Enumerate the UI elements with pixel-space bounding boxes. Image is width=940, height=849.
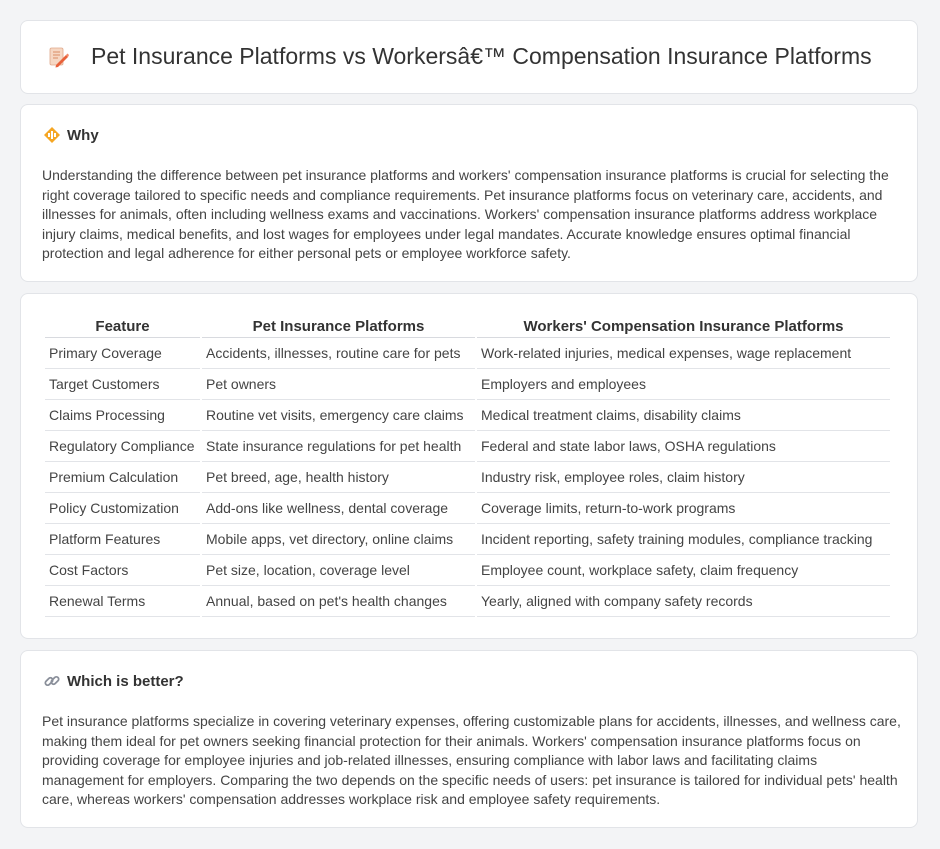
table-cell-workers: Work-related injuries, medical expenses, wage replacement — [477, 338, 890, 369]
table-cell-feature: Platform Features — [45, 524, 200, 555]
table-cell-workers: Coverage limits, return-to-work programs — [477, 493, 890, 524]
table-row — [45, 555, 890, 586]
table-cell-feature: Policy Customization — [45, 493, 200, 524]
table-cell-feature: Target Customers — [45, 369, 200, 400]
table-cell-pet: State insurance regulations for pet health — [202, 431, 475, 462]
table-cell-feature: Renewal Terms — [45, 586, 200, 617]
table-cell-pet: Annual, based on pet's health changes — [202, 586, 475, 617]
table-cell-pet: Mobile apps, vet directory, online claims — [202, 524, 475, 555]
why-heading-row — [43, 126, 99, 144]
table-cell-workers: Employee count, workplace safety, claim frequency — [477, 555, 890, 586]
table-header-row — [45, 316, 890, 338]
pencil-paper-icon — [47, 46, 69, 68]
table-row — [45, 431, 890, 462]
column-header-pet: Pet Insurance Platforms — [202, 316, 475, 338]
page-title: Pet Insurance Platforms vs Workersâ€™ Compensation Insurance Platforms — [91, 43, 872, 69]
table-row — [45, 462, 890, 493]
column-header-workers: Workers' Compensation Insurance Platforms — [477, 316, 890, 338]
table-cell-workers: Industry risk, employee roles, claim history — [477, 462, 890, 493]
link-icon — [43, 672, 61, 690]
table-cell-pet: Pet breed, age, health history — [202, 462, 475, 493]
why-section — [20, 104, 918, 282]
title-row — [47, 43, 872, 70]
table-cell-pet: Accidents, illnesses, routine care for pets — [202, 338, 475, 369]
table-cell-workers: Employers and employees — [477, 369, 890, 400]
which-is-better-section — [20, 650, 918, 828]
table-row — [45, 493, 890, 524]
table-cell-pet: Pet size, location, coverage level — [202, 555, 475, 586]
diamond-warning-icon — [43, 126, 61, 144]
table-cell-pet: Pet owners — [202, 369, 475, 400]
table-cell-feature: Premium Calculation — [45, 462, 200, 493]
better-heading-row — [43, 672, 184, 690]
column-header-feature: Feature — [45, 316, 200, 338]
table-cell-workers: Incident reporting, safety training modules, compliance tracking — [477, 524, 890, 555]
better-body: Pet insurance platforms specialize in covering veterinary expenses, offering customizable plans for accidents, illnesses, and wellness care, making them ideal for pet owners seeking financial protection for their animals. Workers' compensation insurance platforms focus on providing coverage for employee injuries and job-related illnesses, ensuring compliance with labor laws and facilitating claims management for employers. Comparing the two depends on the specific needs of users: pet insurance is tailored for individual pets' health care, whereas workers' compensation addresses workplace risk and employee safety requirements. — [42, 713, 901, 807]
why-heading: Why — [67, 126, 99, 144]
table-cell-feature: Primary Coverage — [45, 338, 200, 369]
table-cell-workers: Federal and state labor laws, OSHA regulations — [477, 431, 890, 462]
table-cell-pet: Add-ons like wellness, dental coverage — [202, 493, 475, 524]
table-cell-feature: Regulatory Compliance — [45, 431, 200, 462]
table-cell-workers: Medical treatment claims, disability claims — [477, 400, 890, 431]
table-row — [45, 586, 890, 617]
table-row — [45, 400, 890, 431]
table-cell-workers: Yearly, aligned with company safety records — [477, 586, 890, 617]
table-row — [45, 524, 890, 555]
title-card — [20, 20, 918, 94]
table-cell-feature: Claims Processing — [45, 400, 200, 431]
comparison-table — [43, 316, 892, 617]
table-row — [45, 369, 890, 400]
table-row — [45, 338, 890, 369]
table-cell-feature: Cost Factors — [45, 555, 200, 586]
why-body: Understanding the difference between pet insurance platforms and workers' compensation insurance platforms is crucial for selecting the right coverage tailored to specific needs and compliance requirements. Pet insurance platforms focus on veterinary care, accidents, and illnesses for animals, often including wellness exams and vaccinations. Workers' compensation insurance platforms address workplace injury claims, medical benefits, and lost wages for employees under legal mandates. Accurate knowledge ensures optimal financial protection and legal adherence for either personal pets or employee workforce safety. — [42, 167, 889, 261]
comparison-table-card — [20, 293, 918, 639]
table-cell-pet: Routine vet visits, emergency care claims — [202, 400, 475, 431]
better-heading: Which is better? — [67, 672, 184, 690]
